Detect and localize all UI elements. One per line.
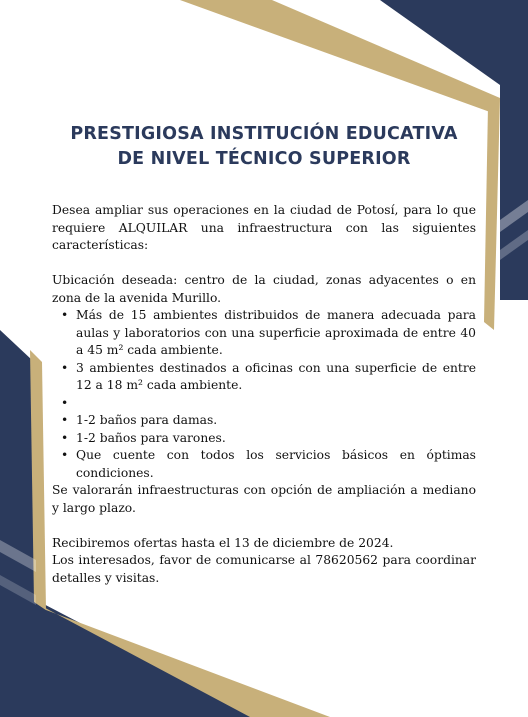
bullet-icon: •	[61, 308, 69, 322]
valuation-paragraph: Se valorarán infraestructuras con opción de ampliación a mediano y largo plazo.	[52, 483, 476, 515]
requirement-text: Que cuente con todos los servicios básicos en óptimas condiciones.	[76, 448, 476, 480]
bullet-icon: •	[61, 413, 69, 427]
spacer	[52, 517, 476, 535]
bullet-icon: •	[61, 430, 69, 445]
intro-paragraph: Desea ampliar sus operaciones en la ciudad de Potosí, para lo que requiere ALQUILAR una infraestructura con las siguientes características:	[52, 203, 476, 252]
requirement-text: 1-2 baños para varones.	[76, 430, 226, 445]
list-item	[52, 395, 476, 413]
deadline-paragraph: Recibiremos ofertas hasta el 13 de diciembre de 2024.	[52, 535, 394, 550]
bullet-icon: •	[61, 360, 69, 375]
requirements-list	[52, 307, 476, 482]
top-right-gold-stripe	[484, 98, 500, 330]
requirement-text: Más de 15 ambientes distribuidos de manera adecuada para aulas y laboratorios con una superficie aproximada de entre 40 a 45 m² cada ambiente.	[76, 308, 476, 357]
requirement-text: 1-2 baños para damas.	[76, 413, 218, 427]
list-item	[52, 360, 476, 395]
list-item	[52, 430, 476, 448]
spacer	[52, 255, 476, 273]
list-item	[52, 412, 476, 430]
title-line-1: PRESTIGIOSA INSTITUCIÓN EDUCATIVA	[70, 124, 458, 144]
bullet-icon: •	[61, 448, 69, 462]
list-item	[52, 307, 476, 360]
requirement-text: 3 ambientes destinados a oficinas con una superficie de entre 12 a 18 m² cada ambiente.	[76, 360, 476, 392]
title-line-2: DE NIVEL TÉCNICO SUPERIOR	[117, 149, 411, 169]
announcement-document	[52, 122, 476, 587]
list-item	[52, 447, 476, 482]
bullet-icon: •	[61, 395, 69, 410]
contact-paragraph: Los interesados, favor de comunicarse al 78620562 para coordinar detalles y visitas.	[52, 553, 476, 585]
page-title	[52, 122, 476, 172]
location-paragraph: Ubicación deseada: centro de la ciudad, zonas adyacentes o en zona de la avenida Murillo.	[52, 273, 476, 305]
